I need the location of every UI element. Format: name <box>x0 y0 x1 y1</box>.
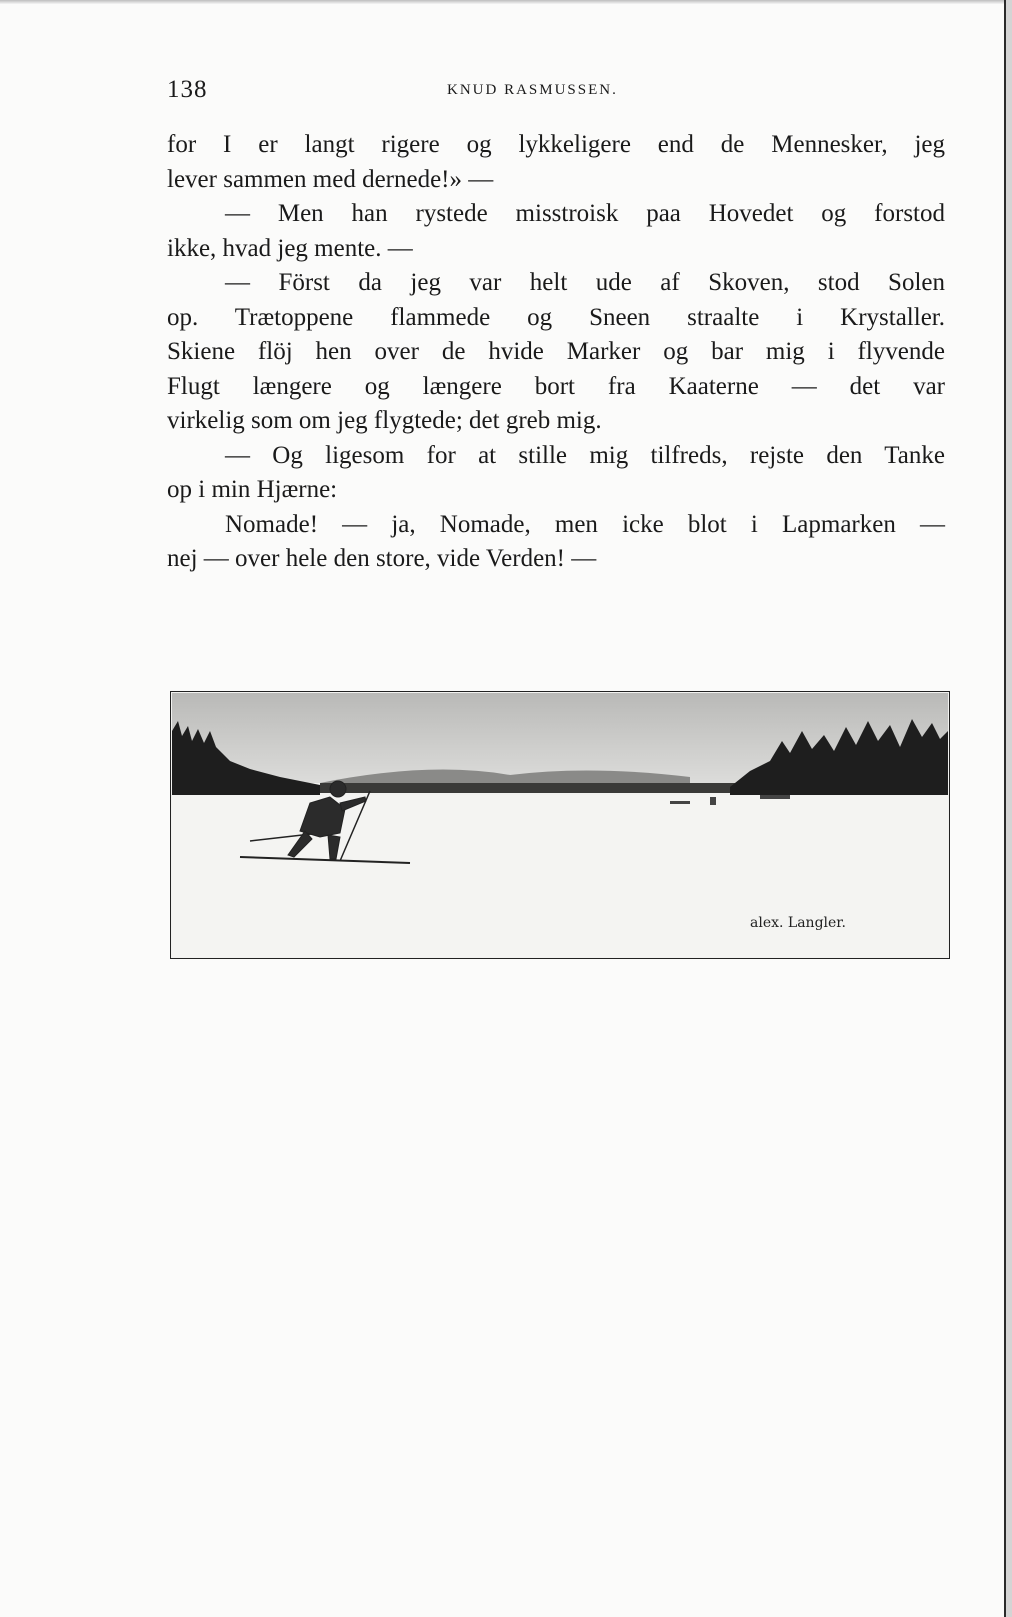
text-line: — Men han rystede misstroisk paa Hovedet og forstod <box>225 200 945 227</box>
horizon-forest <box>320 783 760 793</box>
text-line: op. Trætoppene flammede og Sneen straalte i Krystaller. <box>167 303 945 331</box>
skier-illustration <box>170 691 950 959</box>
body-text <box>167 128 945 577</box>
text-line: — Og ligesom for at stille mig tilfreds, rejste den Tanke <box>225 441 945 469</box>
illustration-svg <box>170 691 950 959</box>
text-line: Nomade! — ja, Nomade, men icke blot i Lapmarken — <box>225 510 945 538</box>
text-line: virkelig som om jeg flygtede; det greb mig. <box>167 407 602 434</box>
text-line: op i min Hjærne: <box>167 476 338 503</box>
text-line: for I er langt rigere og lykkeligere end de Mennesker, jeg <box>167 131 945 158</box>
text-line: Flugt længere og længere bort fra Kaaterne — det var <box>167 372 945 400</box>
snow-field <box>172 795 948 957</box>
illustration-signature: alex. Langler. <box>750 915 846 931</box>
text-line: lever sammen med dernede!» — <box>167 165 494 193</box>
running-title: KNUD RASMUSSEN. <box>447 82 618 98</box>
page-number: 138 <box>167 76 208 103</box>
text-line: — Först da jeg var helt ude af Skoven, stod Solen <box>225 269 945 296</box>
text-line: Skiene flöj hen over de hvide Marker og bar mig i flyvende <box>167 338 945 365</box>
text-line: ikke, hvad jeg mente. — <box>167 234 413 262</box>
text-line: nej — over hele den store, vide Verden! — <box>167 545 597 572</box>
page-header <box>167 76 947 106</box>
